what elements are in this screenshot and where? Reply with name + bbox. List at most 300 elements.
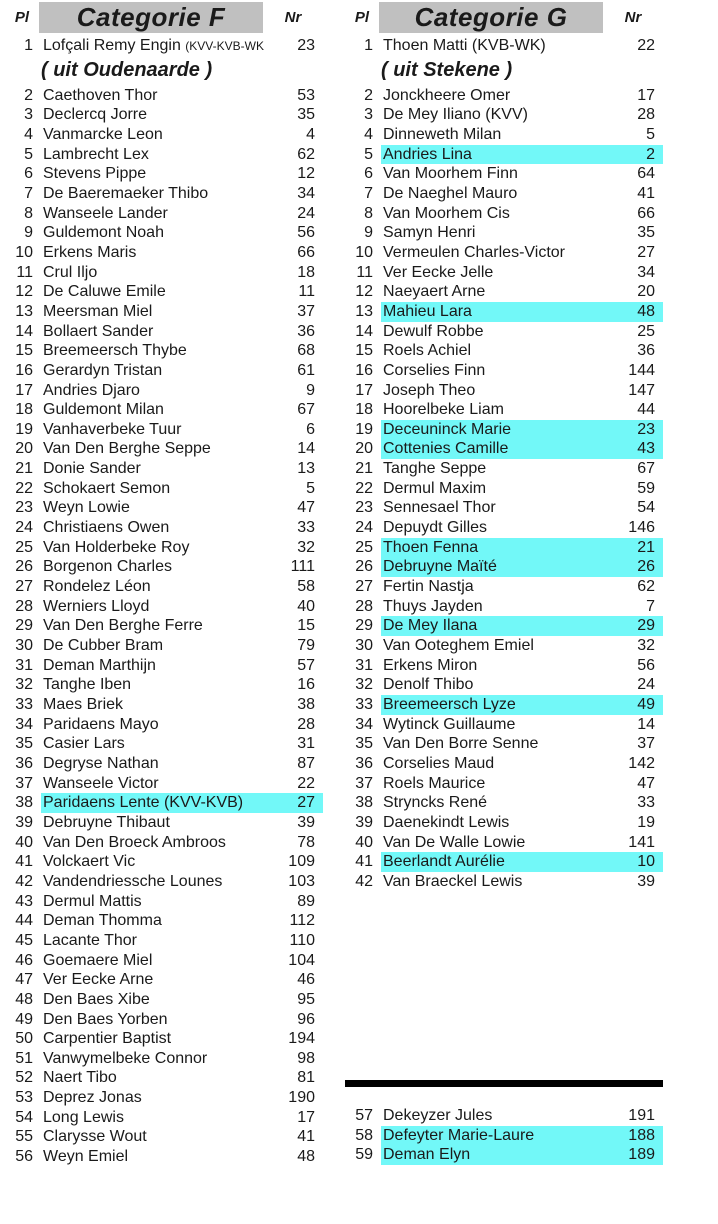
table-row: [5, 420, 323, 440]
categorie-f-header: [5, 2, 323, 33]
row-body: [41, 223, 323, 243]
table-row: [5, 1088, 323, 1108]
table-row: [345, 243, 663, 263]
row-body: [381, 577, 663, 597]
rider-name-cell: Breemeersch Thybe: [43, 342, 187, 360]
number-cell: 5: [306, 479, 315, 497]
table-row: [345, 381, 663, 401]
table-row: [345, 341, 663, 361]
table-row: [345, 184, 663, 204]
place-cell: 2: [24, 86, 33, 104]
number-cell: 38: [297, 696, 315, 713]
number-cell: 189: [628, 1146, 655, 1164]
number-cell: 13: [297, 460, 315, 478]
table-row: [345, 538, 663, 558]
row-body: [41, 1010, 323, 1030]
number-cell: 188: [628, 1126, 655, 1144]
number-cell: 35: [637, 224, 655, 242]
place-cell: 24: [355, 519, 373, 537]
place-cell: 55: [15, 1128, 33, 1146]
highlighted-row-body: [381, 557, 663, 577]
number-cell: 57: [297, 656, 315, 674]
place-cell: 37: [355, 774, 373, 792]
row-body: [381, 774, 663, 794]
table-row: [345, 164, 663, 184]
number-cell: 68: [297, 342, 315, 360]
number-cell: 20: [637, 283, 655, 301]
table-row: [5, 263, 323, 283]
place-cell: 34: [15, 715, 33, 733]
place-cell: 6: [364, 165, 373, 183]
number-cell: 81: [297, 1069, 315, 1087]
place-cell: 4: [24, 125, 33, 143]
number-cell: 96: [297, 1010, 315, 1028]
rider-name-cell: Deman Thomma: [43, 912, 162, 930]
rider-name-cell: Vandendriessche Lounes: [43, 872, 223, 890]
number-cell: 111: [290, 558, 315, 576]
highlighted-row-body: [381, 616, 663, 636]
rider-name-cell: Depuydt Gilles: [383, 519, 488, 537]
table-row: [5, 951, 323, 971]
rider-name-cell: Wytinck Guillaume: [383, 715, 516, 733]
number-cell: 48: [297, 1148, 315, 1166]
table-row: [5, 1147, 323, 1167]
place-cell: 28: [355, 597, 373, 615]
table-row: [5, 872, 323, 892]
table-row: [5, 36, 323, 56]
place-cell: 33: [355, 696, 373, 713]
row-body: [41, 577, 323, 597]
place-cell: 23: [355, 499, 373, 517]
place-cell: 4: [364, 125, 373, 143]
table-row: [345, 675, 663, 695]
rider-name-cell: Defeyter Marie-Laure: [383, 1126, 535, 1144]
table-row: [5, 577, 323, 597]
place-cell: 39: [355, 813, 373, 831]
rider-name-cell: Lofçali Remy Engin (KVV-KVB-WK: [43, 37, 264, 54]
rider-name-cell: Dekeyzer Jules: [383, 1107, 493, 1124]
table-row: [5, 833, 323, 853]
rider-name-cell: Paridaens Mayo: [43, 715, 159, 733]
rider-name-cell: Van Holderbeke Roy: [43, 538, 190, 556]
row-body: [41, 1147, 323, 1167]
rider-name-cell: Andries Lina: [383, 145, 472, 163]
rider-name-cell: Hoorelbeke Liam: [383, 401, 504, 419]
rider-name-cell: Guldemont Noah: [43, 224, 164, 242]
table-row: [5, 695, 323, 715]
place-cell: 16: [15, 361, 33, 379]
place-cell: 7: [364, 184, 373, 202]
rider-name-cell: Caethoven Thor: [43, 86, 158, 104]
number-cell: 22: [297, 774, 315, 792]
row-body: [381, 341, 663, 361]
rider-name-cell: Thoen Fenna: [383, 538, 479, 556]
number-cell: 24: [297, 204, 315, 222]
rider-name-cell: De Mey Iliano (KVV): [383, 106, 528, 124]
rider-name-cell: Van Den Berghe Ferre: [43, 617, 203, 635]
rider-name-cell: Corselies Maud: [383, 754, 495, 772]
rider-name-cell: De Caluwe Emile: [43, 283, 166, 301]
place-cell: 56: [15, 1148, 33, 1166]
place-cell: 17: [15, 381, 33, 399]
number-cell: 23: [637, 420, 655, 438]
number-cell: 41: [637, 184, 655, 202]
rider-name-cell: Vermeulen Charles-Victor: [383, 243, 566, 261]
table-row: [5, 1108, 323, 1128]
number-cell: 144: [628, 361, 655, 379]
row-body: [381, 184, 663, 204]
place-cell: 1: [24, 37, 33, 54]
row-body: [41, 990, 323, 1010]
number-cell: 40: [297, 597, 315, 615]
place-cell: 32: [15, 676, 33, 694]
number-cell: 21: [637, 538, 655, 556]
number-cell: 146: [628, 519, 655, 537]
number-cell: 18: [297, 263, 315, 281]
place-cell: 50: [15, 1030, 33, 1048]
row-body: [41, 322, 323, 342]
number-cell: 67: [637, 460, 655, 478]
row-body: [381, 675, 663, 695]
number-cell: 22: [637, 37, 655, 54]
rider-name-cell: Ver Eecke Arne: [43, 971, 154, 989]
rider-name-cell: Wanseele Victor: [43, 774, 159, 792]
place-cell: 35: [355, 735, 373, 753]
place-cell: 29: [355, 617, 373, 635]
row-body: [41, 852, 323, 872]
rider-name-cell: Van Braeckel Lewis: [383, 872, 523, 890]
number-cell: 48: [637, 302, 655, 320]
row-body: [381, 400, 663, 420]
row-body: [41, 1049, 323, 1069]
nr-header: Nr: [624, 9, 642, 26]
place-cell: 48: [15, 990, 33, 1008]
row-body: [381, 263, 663, 283]
row-body: [381, 459, 663, 479]
table-row: [5, 361, 323, 381]
row-body: [41, 1068, 323, 1088]
row-body: [41, 459, 323, 479]
row-body: [41, 439, 323, 459]
table-row: [5, 302, 323, 322]
place-cell: 59: [355, 1146, 373, 1164]
place-cell: 51: [15, 1049, 33, 1067]
rider-name-cell: Clarysse Wout: [43, 1128, 147, 1146]
number-cell: 16: [297, 676, 315, 694]
rider-name-cell: Gerardyn Tristan: [43, 361, 163, 379]
table-row: [5, 675, 323, 695]
rider-name-cell: Van Ooteghem Emiel: [383, 637, 534, 655]
highlighted-row-body: [381, 852, 663, 872]
number-cell: 31: [297, 735, 315, 753]
number-cell: 4: [306, 125, 315, 143]
number-cell: 27: [297, 794, 315, 812]
place-cell: 3: [364, 106, 373, 124]
table-row: [345, 715, 663, 735]
categorie-g-bottom-rows: [345, 1106, 663, 1165]
table-row: [5, 774, 323, 794]
rider-name-cell: Sennesael Thor: [383, 499, 496, 517]
row-body: [41, 243, 323, 263]
row-body: [381, 498, 663, 518]
number-cell: 53: [297, 86, 315, 104]
place-cell: 12: [15, 283, 33, 301]
table-row: [5, 754, 323, 774]
row-body: [41, 813, 323, 833]
table-row: [345, 263, 663, 283]
row-body: [41, 479, 323, 499]
row-body: [381, 204, 663, 224]
place-cell: 15: [355, 342, 373, 360]
row-body: [41, 892, 323, 912]
number-cell: 37: [637, 735, 655, 753]
place-cell: 6: [24, 165, 33, 183]
number-cell: 147: [628, 381, 655, 399]
row-body: [41, 302, 323, 322]
number-cell: 33: [297, 519, 315, 537]
rider-name-cell: Donie Sander: [43, 460, 141, 478]
place-cell: 16: [355, 361, 373, 379]
row-body: [381, 105, 663, 125]
number-cell: 64: [637, 165, 655, 183]
row-body: [381, 656, 663, 676]
row-body: [41, 774, 323, 794]
table-row: [345, 282, 663, 302]
number-cell: 19: [637, 813, 655, 831]
number-cell: 9: [306, 381, 315, 399]
categorie-g-header: [345, 2, 663, 33]
number-cell: 34: [297, 184, 315, 202]
place-cell: 13: [355, 302, 373, 320]
row-body: [41, 86, 323, 106]
rider-name-cell: Degryse Nathan: [43, 754, 159, 772]
categorie-g-bottom-section: [345, 1080, 663, 1165]
row-body: [381, 164, 663, 184]
row-body: [41, 204, 323, 224]
table-row: [345, 774, 663, 794]
row-body: [41, 184, 323, 204]
number-cell: 15: [297, 617, 315, 635]
rider-name-cell: Van Den Borre Senne: [383, 735, 539, 753]
number-cell: 142: [628, 754, 655, 772]
table-row: [345, 125, 663, 145]
table-row: [345, 872, 663, 892]
number-cell: 66: [637, 204, 655, 222]
place-cell: 17: [355, 381, 373, 399]
row-body: [41, 557, 323, 577]
rider-name-cell: Deman Elyn: [383, 1146, 471, 1164]
highlighted-row-body: [381, 439, 663, 459]
place-cell: 8: [364, 204, 373, 222]
rider-name-cell: Vanwymelbeke Connor: [43, 1049, 208, 1067]
row-body: [381, 86, 663, 106]
place-cell: 28: [15, 597, 33, 615]
rider-name-cell: Casier Lars: [43, 735, 125, 753]
row-body: [41, 125, 323, 145]
rider-name-cell: Den Baes Yorben: [43, 1010, 168, 1028]
table-row: [5, 1049, 323, 1069]
place-cell: 8: [24, 204, 33, 222]
place-cell: 32: [355, 676, 373, 694]
row-body: [41, 36, 323, 56]
divider-bar: [345, 1080, 663, 1087]
rider-name-cell: Naert Tibo: [43, 1069, 117, 1087]
table-row: [345, 597, 663, 617]
row-body: [381, 125, 663, 145]
rider-name-cell: Borgenon Charles: [43, 558, 172, 576]
row-body: [41, 931, 323, 951]
table-row: [5, 852, 323, 872]
table-row: [345, 36, 663, 56]
number-cell: 7: [646, 597, 655, 615]
rider-name-cell: Tanghe Iben: [43, 676, 132, 694]
number-cell: 62: [637, 578, 655, 596]
highlighted-row-body: [381, 538, 663, 558]
table-row: [345, 1145, 663, 1165]
table-row: [5, 793, 323, 813]
number-cell: 17: [297, 1108, 315, 1126]
rider-name-cell: Mahieu Lara: [383, 302, 472, 320]
table-row: [5, 400, 323, 420]
pl-header: Pl: [14, 9, 30, 26]
place-cell: 19: [15, 420, 33, 438]
row-body: [41, 597, 323, 617]
table-row: [5, 538, 323, 558]
number-cell: 191: [628, 1107, 655, 1124]
place-cell: 52: [15, 1069, 33, 1087]
place-cell: 30: [355, 637, 373, 655]
rider-name-cell: Joseph Theo: [383, 381, 476, 399]
place-cell: 12: [355, 283, 373, 301]
rider-name-cell: Christiaens Owen: [43, 519, 170, 537]
number-cell: 44: [637, 401, 655, 419]
number-cell: 35: [297, 106, 315, 124]
number-cell: 32: [297, 538, 315, 556]
table-row: [345, 518, 663, 538]
rider-name-cell: Crul Iljo: [43, 263, 98, 281]
place-cell: 9: [364, 224, 373, 242]
row-body: [41, 616, 323, 636]
table-row: [345, 833, 663, 853]
number-cell: 112: [289, 912, 315, 930]
place-cell: 2: [364, 86, 373, 104]
table-row: [5, 892, 323, 912]
number-cell: 56: [297, 224, 315, 242]
row-body: [41, 734, 323, 754]
table-row: [5, 734, 323, 754]
table-row: [5, 282, 323, 302]
place-cell: 42: [15, 872, 33, 890]
place-cell: 26: [15, 558, 33, 576]
number-cell: 89: [297, 892, 315, 910]
place-cell: 30: [15, 637, 33, 655]
place-cell: 41: [15, 853, 33, 871]
place-cell: 58: [355, 1126, 373, 1144]
rider-name-cell: De Mey Ilana: [383, 617, 478, 635]
number-cell: 47: [637, 774, 655, 792]
table-row: [5, 164, 323, 184]
table-row: [345, 734, 663, 754]
row-body: [381, 872, 663, 892]
table-row: [5, 636, 323, 656]
highlighted-row-body: [381, 145, 663, 165]
place-cell: 34: [355, 715, 373, 733]
place-cell: 47: [15, 971, 33, 989]
number-cell: 36: [297, 322, 315, 340]
rider-name-cell: Van Den Berghe Seppe: [43, 440, 211, 458]
row-body: [41, 911, 323, 931]
table-row: [345, 577, 663, 597]
nr-header: Nr: [284, 9, 302, 26]
number-cell: 2: [646, 145, 655, 163]
table-row: [345, 400, 663, 420]
rider-name-cell: Erkens Maris: [43, 243, 137, 261]
table-row: [5, 459, 323, 479]
table-row: [5, 715, 323, 735]
row-body: [41, 833, 323, 853]
rider-name-cell: Lacante Thor: [43, 931, 137, 949]
rider-name-cell: Paridaens Lente (KVV-KVB): [43, 794, 244, 812]
table-row: [345, 105, 663, 125]
row-body: [41, 1108, 323, 1128]
rider-name-cell: Debruyne Maïté: [383, 558, 497, 576]
row-body: [41, 970, 323, 990]
rider-name-cell: Van Moorhem Finn: [383, 165, 518, 183]
row-body: [41, 656, 323, 676]
table-row: [5, 184, 323, 204]
place-cell: 36: [355, 754, 373, 772]
place-cell: 1: [364, 37, 373, 54]
rider-name-cell: Deman Marthijn: [43, 656, 156, 674]
row-body: [381, 322, 663, 342]
category-title: Categorie G: [379, 2, 603, 33]
club-label: (KVV-KVB-WK: [185, 39, 264, 53]
place-cell: 5: [24, 145, 33, 163]
rider-name-cell: Dewulf Robbe: [383, 322, 484, 340]
place-cell: 21: [355, 460, 373, 478]
number-cell: 33: [637, 794, 655, 812]
table-row: [345, 852, 663, 872]
table-row: [5, 479, 323, 499]
number-cell: 141: [628, 833, 655, 851]
rider-name-cell: Beerlandt Aurélie: [383, 853, 505, 871]
place-cell: 31: [15, 656, 33, 674]
row-body: [41, 695, 323, 715]
row-body: [41, 105, 323, 125]
row-body: [41, 715, 323, 735]
row-body: [41, 400, 323, 420]
place-cell: 43: [15, 892, 33, 910]
place-cell: 3: [24, 106, 33, 124]
place-cell: 45: [15, 931, 33, 949]
place-cell: 26: [355, 558, 373, 576]
number-cell: 14: [637, 715, 655, 733]
table-row: [5, 656, 323, 676]
table-row: [5, 970, 323, 990]
table-row: [345, 86, 663, 106]
rider-name-cell: Declercq Jorre: [43, 106, 148, 124]
number-cell: 10: [637, 853, 655, 871]
row-body: [41, 381, 323, 401]
row-body: [41, 1127, 323, 1147]
number-cell: 39: [637, 872, 655, 890]
place-cell: 27: [15, 578, 33, 596]
table-row: [345, 439, 663, 459]
place-cell: 33: [15, 696, 33, 713]
place-cell: 39: [15, 813, 33, 831]
place-cell: 31: [355, 656, 373, 674]
place-cell: 46: [15, 951, 33, 969]
